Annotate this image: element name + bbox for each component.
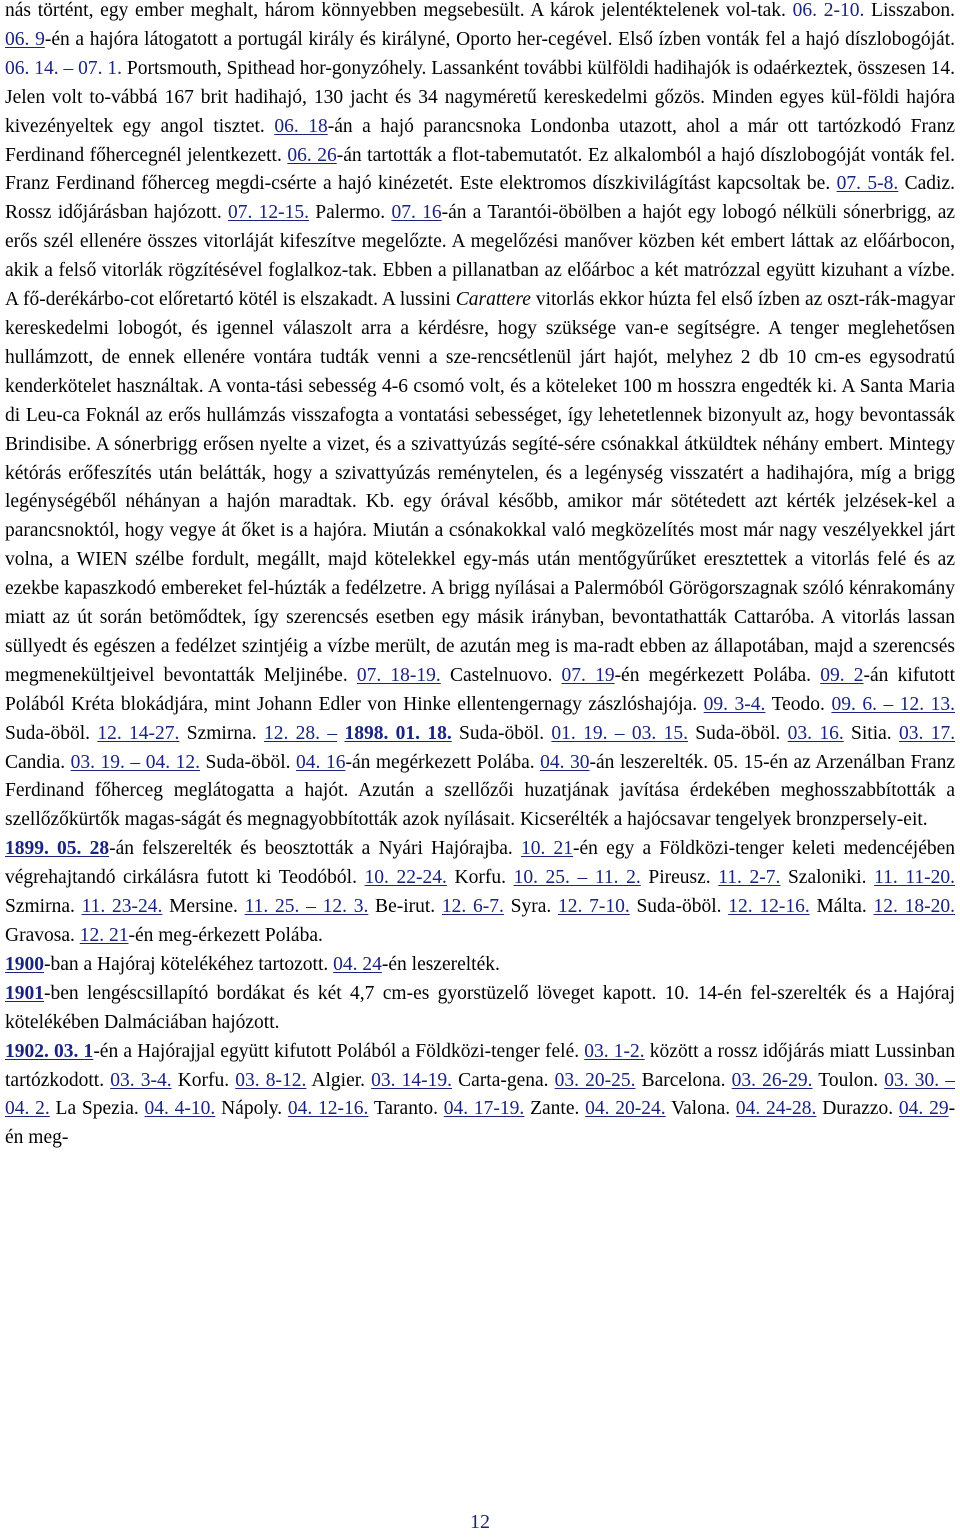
date-reference: 1899. 05. 28 — [5, 838, 110, 860]
date-reference: 03. 8-12. — [235, 1069, 307, 1091]
date-reference: 12. 18-20. — [873, 896, 956, 918]
date-reference: 06. 26 — [287, 144, 337, 166]
text-run: Korfu. — [171, 1069, 236, 1091]
text-run: Suda-öböl. — [451, 722, 552, 744]
text-run: -ban a Hajóraj kötelékéhez tartozott. — [44, 953, 334, 975]
paragraph-3 — [5, 951, 955, 980]
text-run: Be-irut. — [368, 896, 442, 918]
paragraph-5 — [5, 1038, 955, 1154]
date-reference: 03. 17. — [899, 722, 956, 744]
date-reference: 04. 4-10. — [144, 1098, 216, 1120]
date-reference: 11. 11-20. — [874, 867, 956, 889]
text-run: -án leszerelték. 05. 15-én az Arzenálban Franz Ferdinand főherceg meglátogatta a hajót. Azután a szellőzői huzatjának javítása érdekében meghosszabbították a szellőzőkürtők magas-ságát és megnagyobbították azok nyílásait. Kicserélték a hajócsavar tengelyek bronzpersely-eit. — [5, 751, 956, 831]
date-reference: 12. 21 — [79, 925, 129, 946]
date-reference: 06. 2-10. — [792, 0, 865, 21]
text-run: -án megérkezett Polába. — [345, 751, 541, 773]
text-run: Taranto. — [368, 1098, 444, 1120]
date-reference: 10. 22-24. — [364, 867, 447, 889]
text-run: Gravosa. — [5, 925, 80, 946]
text-run: Suda-öböl. — [5, 722, 98, 744]
text-run: Szmirna. — [179, 722, 264, 744]
date-reference: 04. 20-24. — [585, 1098, 666, 1120]
date-reference: 03. 20-25. — [554, 1069, 636, 1091]
date-reference: 12. 14-27. — [97, 722, 180, 744]
text-run: Málta. — [809, 896, 874, 918]
text-run: Castelnuovo. — [440, 664, 562, 686]
date-reference: 07. 19 — [561, 664, 615, 686]
text-run: Korfu. — [446, 867, 514, 889]
body-text — [5, 0, 955, 1153]
date-reference: 11. 25. – 12. 3. — [244, 896, 369, 918]
date-reference: 03. 1-2. — [584, 1040, 645, 1062]
date-reference: 04. 12-16. — [287, 1098, 369, 1120]
paragraph-1 — [5, 0, 955, 835]
text-run: Portsmouth, Spithead hor-gonyzóhely. Lassanként további külföldi hadihajók is odaérkeztek, összesen 14. Jelen volt to-vábbá 167 brit hadihajó, 130 jacht és 34 nagyméretű kereskedelmi gőzös. Minden egyes kül-földi hajóra kivezényeltek egy angol tisztet. — [5, 57, 955, 137]
date-reference: 1898. 01. 18. — [344, 722, 452, 744]
date-reference: 03. 3-4. — [110, 1069, 172, 1091]
paragraph-2 — [5, 835, 955, 951]
date-reference: 03. 26-29. — [731, 1069, 813, 1091]
text-run: Algier. — [306, 1069, 372, 1091]
text-run: -én a Hajórajjal együtt kifutott Polából a Földközi-tenger felé. — [93, 1040, 585, 1062]
text-run: -ben lengéscsillapító bordákat és két 4,7 cm-es gyorstüzelő löveget kapott. 10. 14-én fel-szerelték és a Hajóraj kötelékében Dalmáciában hajózott. — [5, 982, 955, 1033]
text-run: Lisszabon. — [864, 0, 955, 21]
text-run: Syra. — [503, 896, 558, 918]
text-run: Zante. — [524, 1098, 586, 1120]
date-reference: 04. 24-28. — [735, 1098, 817, 1120]
text-run: -én egy a Földközi-tenger keleti medencéjében végrehajtandó cirkálásra futott ki Teodóból. — [5, 838, 956, 889]
text-run: Carattere — [455, 289, 531, 311]
date-reference: 03. 30. – 04. 2. — [5, 1069, 955, 1120]
text-run: -án a Tarantói-öbölben a hajót egy lobogó nélküli sónerbrigg, az erős szél ellenére összes vitorláját kifeszítve megelőzte. A megelőzési manőver közben két embert láttak az előárbocon, akik a felső vitorlák rögzítésével foglalkoz-tak. Ebben a pillanatban az előárboc a két matrózzal együtt kizuhant a vízbe. A fő-derékárbo-cot előretartó kötél is elszakadt. A lussini — [5, 202, 956, 311]
page-number: 12 — [470, 1511, 490, 1533]
text-run: Carta-gena. — [452, 1069, 555, 1091]
date-reference: 07. 18-19. — [356, 664, 441, 686]
date-reference: 06. 9 — [5, 28, 45, 50]
date-reference: 1901 — [5, 982, 44, 1004]
text-run: Pireusz. — [640, 867, 719, 889]
text-run: Cadiz. Rossz időjárásban hajózott. — [5, 173, 956, 224]
text-run: között a rossz időjárás miatt Lussinban tartózkodott. — [5, 1040, 956, 1091]
text-run: -én leszerelték. — [381, 953, 500, 975]
date-reference: 03. 19. – 04. 12. — [70, 751, 200, 773]
text-run: La Spezia. — [49, 1098, 145, 1120]
date-reference: 09. 2 — [820, 664, 864, 686]
date-reference: 12. 12-16. — [728, 896, 810, 918]
date-reference: 12. 6-7. — [441, 896, 504, 918]
text-run: Suda-öböl. — [629, 896, 729, 918]
text-run: Valona. — [665, 1098, 736, 1120]
date-reference: 06. 18 — [274, 115, 328, 137]
text-run: -án tartották a flot-tabemutatót. Ez alkalomból a hajó díszlobogóját vonták fel. Franz Ferdinand főherceg megdi-csérte a hajó kinézetét. Este elektromos díszkivilágítást kapcsoltak be. — [5, 144, 956, 195]
date-reference: 01. 19. – 03. 15. — [551, 722, 688, 744]
date-reference: 11. 2-7. — [718, 867, 781, 889]
date-reference: 07. 5-8. — [836, 173, 899, 195]
date-reference: 04. 30 — [540, 751, 590, 773]
text-run: -én megérkezett Polába. — [614, 664, 821, 686]
text-run: Szaloniki. — [780, 867, 875, 889]
date-reference: 07. 12-15. — [228, 202, 310, 224]
date-reference: 07. 16 — [391, 202, 442, 224]
text-run: -án felszerelték és beosztották a Nyári Hajórajba. — [109, 838, 521, 860]
text-run: Sitia. — [843, 722, 899, 744]
date-reference: 12. 7-10. — [557, 896, 630, 918]
date-reference: 06. 14. – 07. 1. — [5, 57, 123, 79]
date-reference: 03. 14-19. — [371, 1069, 453, 1091]
date-reference: 11. 23-24. — [81, 896, 163, 918]
text-run: -én meg-érkezett Polába. — [128, 925, 323, 946]
text-run: vitorlás ekkor húzta fel első ízben az oszt-rák-magyar kereskedelmi lobogót, és igennel válaszolt arra a kérdésre, hogy szüksége van-e segítségre. A tenger meglehetősen hullámzott, de ennek ellenére vontára tudták venni a sze-rencsétlenül járt hajót, melyhez 2 db 10 cm-es egysodratú kenderkötelet használtak. A vonta-tási sebesség 4-6 csomó volt, és a köteleket 100 m hosszra engedték ki. A Santa Maria di Leu-ca Foknál az erős hullámzás visszafogta a vontatási sebességet, így lehetetlennek bizonyult az, hogy bevontassák Brindisibe. A sónerbrigg erősen nyelte a vizet, és a szivattyúzás segíté-sére csónakkal átküldtek néhány embert. Mintegy kétórás erőfeszítés után belátták, hogy a szivattyúzás reménytelen, és a legénység visszatért a hadihajóra, míg a brigg legénységéből néhányan a hajón maradtak. Kb. egy órával később, amikor már sötétedett azt kérték jelzések-kel a parancsnoktól, hogy vegye át őket is a hajóra. Miután a csónakokkal való megközelítés most már nagy veszélyekkel járt volna, a WIEN szélbe fordult, megállt, majd kötelekkel egy-más után mentőgyűrűket eresztettek a vitorlás felé és az ezekbe kapaszkodó embereket fel-húzták a fedélzetre. A brigg nyílásai a Palermóból Görögorszagnak szóló kénrakomány miatt az út során betömődtek, így szerencsés esetben egy másik irányban, bevontathatták Cattaróba. A vitorlás lassan süllyedt és egészen a fedélzet szintjéig a vízbe merült, de azután meg is ma-radt ebben az állapotában, majd a szerencsés megmenekültjeivel bevontatták Meljinébe. — [5, 289, 956, 686]
date-reference: 04. 29 — [898, 1098, 949, 1120]
date-reference: 04. 17-19. — [443, 1098, 525, 1120]
text-run: Suda-öböl. — [199, 751, 297, 773]
date-reference: 10. 21 — [520, 838, 574, 860]
text-run: Candia. — [5, 751, 71, 773]
paragraph-4 — [5, 980, 955, 1038]
text-run: Toulon. — [812, 1069, 885, 1091]
text-run: -én meg- — [5, 1098, 956, 1149]
date-reference: 1900 — [5, 953, 44, 975]
text-run: Teodo. — [765, 693, 832, 715]
text-run: Barcelona. — [635, 1069, 732, 1091]
text-run: nás történt, egy ember meghalt, három könnyebben megsebesült. A károk jelentéktelenek vol-tak. — [5, 0, 793, 21]
text-run: Suda-öböl. — [687, 722, 788, 744]
date-reference: 04. 16 — [296, 751, 346, 773]
date-reference: 03. 16. — [787, 722, 844, 744]
text-run: -án a hajó parancsnoka Londonba utazott, ahol a már ott tartózkodó Franz Ferdinand főhercegnél jelentkezett. — [5, 115, 955, 166]
date-reference: 10. 25. – 11. 2. — [513, 867, 641, 889]
date-reference: 09. 6. – 12. 13. — [831, 693, 956, 715]
text-run: -én a hajóra látogatott a portugál király és királyné, Oporto her-cegével. Első ízben vonták fel a hajó díszlobogóját. — [44, 28, 956, 50]
text-run: Palermo. — [309, 202, 392, 224]
date-reference: 12. 28. – — [263, 722, 338, 744]
text-run: Szmirna. — [5, 896, 82, 918]
text-run: -án kifutott Polából Kréta blokádjára, mint Johann Edler von Hinke ellentengernagy zászlóshajója. — [5, 664, 955, 715]
text-run: Durazzo. — [816, 1098, 899, 1120]
date-reference: 1902. 03. 1 — [5, 1040, 94, 1062]
text-run: Nápoly. — [215, 1098, 288, 1120]
date-reference: 09. 3-4. — [703, 693, 766, 715]
date-reference: 04. 24 — [333, 953, 382, 975]
text-run: Mersine. — [162, 896, 245, 918]
